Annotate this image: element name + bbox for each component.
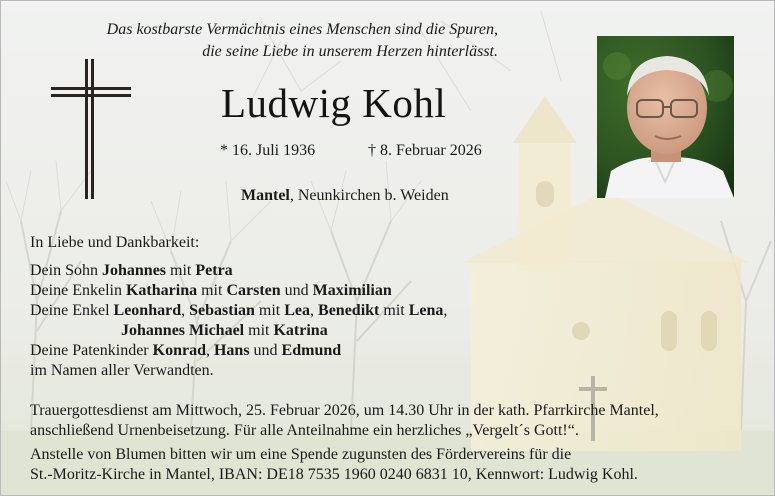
motto-line-2: die seine Liebe in unserem Herzen hinterlässt. (202, 43, 498, 60)
latin-cross-icon (51, 59, 133, 201)
portrait-photo (597, 36, 734, 198)
residence-town: Mantel (241, 187, 290, 204)
motto-quote (107, 19, 498, 63)
mourner-line-grandson-cont: Johannes Michael mit Katrina (121, 322, 328, 339)
birth-date: * 16. Juli 1936 (220, 142, 316, 159)
mourner-line-granddaughter: Deine Enkelin Katharina mit Carsten und Maximilian (30, 282, 392, 299)
motto-line-1: Das kostbarste Vermächtnis eines Menschen sind die Spuren, (106, 21, 498, 38)
service-line-2: anschließend Urnenbeisetzung. Für alle Anteilnahme ein herzliches „Vergelt´s Gott!“. (30, 422, 579, 439)
mourners-intro: In Liebe und Dankbarkeit: (30, 234, 200, 251)
mourner-line-son: Dein Sohn Johannes mit Petra (30, 262, 233, 279)
residence (241, 187, 449, 205)
donation-line-2: St.-Moritz-Kirche in Mantel, IBAN: DE18 7535 1960 0240 6831 10, Kennwort: Ludwig Kohl. (30, 466, 638, 483)
donation-line-1: Anstelle von Blumen bitten wir um eine Spende zugunsten des Fördervereins für die (30, 446, 572, 463)
service-line-1: Trauergottesdienst am Mittwoch, 25. Februar 2026, um 14.30 Uhr in der kath. Pfarrkirche Mantel, (30, 402, 659, 419)
deceased-name: Ludwig Kohl (221, 80, 447, 126)
death-date: † 8. Februar 2026 (368, 142, 482, 159)
mourner-line-relatives: im Namen aller Verwandten. (30, 362, 214, 379)
mourner-line-godchildren: Deine Patenkinder Konrad, Hans und Edmund (30, 342, 342, 359)
mourner-line-grandsons: Deine Enkel Leonhard, Sebastian mit Lea, Benedikt mit Lena, (30, 302, 448, 319)
residence-rest: , Neunkirchen b. Weiden (289, 187, 449, 204)
